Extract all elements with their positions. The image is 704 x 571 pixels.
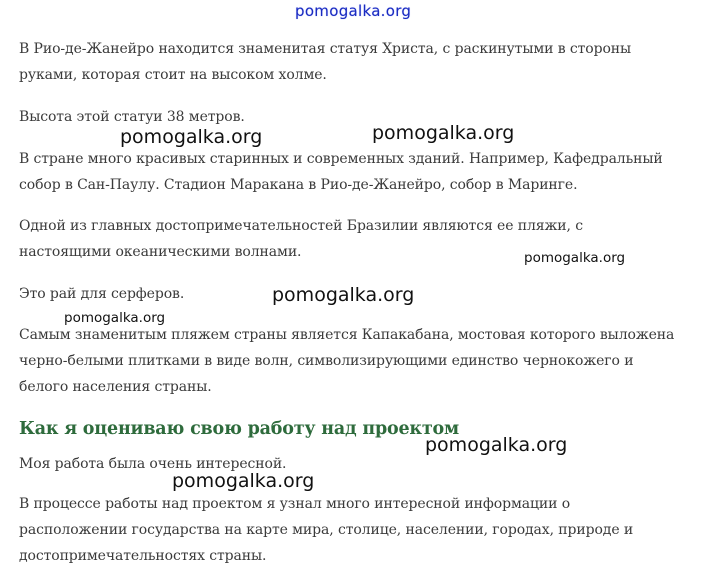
watermark-3: pomogalka.org: [524, 250, 626, 266]
paragraph-buildings: В стране много красивых старинных и современных зданий. Например, Кафедральный собор в Сан-Паулу. Стадион Маракана в Рио-де-Жанейро, собор в Маринге.: [19, 151, 663, 193]
watermark-6: pomogalka.org: [425, 434, 568, 456]
watermark-4: pomogalka.org: [272, 284, 415, 306]
paragraph-statue: В Рио-де-Жанейро находится знаменитая статуя Христа, с раскинутыми в стороны руками, которая стоит на высоком холме.: [19, 41, 632, 83]
watermark-5: pomogalka.org: [64, 310, 166, 326]
paragraph-statue-height: Высота этой статуи 38 метров.: [19, 109, 245, 125]
paragraph-copacabana: Самым знаменитым пляжем страны является Капакабана, мостовая которого выложена черно-белыми плитками в виде волн, символизирующими единство чернокожего и белого населения страны.: [19, 327, 675, 395]
watermark-2: pomogalka.org: [372, 122, 515, 144]
watermark-top: pomogalka.org: [295, 2, 412, 20]
paragraph-beaches: Одной из главных достопримечательностей Бразилии являются ее пляжи, с настоящими океаническими волнами.: [19, 218, 583, 260]
section-heading: Как я оцениваю свою работу над проектом: [19, 419, 459, 439]
paragraph-surfers: Это рай для серферов.: [19, 286, 185, 302]
paragraph-work-interesting: Моя работа была очень интересной.: [19, 456, 287, 472]
watermark-1: pomogalka.org: [120, 126, 263, 148]
watermark-7: pomogalka.org: [172, 470, 315, 492]
paragraph-work-summary: В процессе работы над проектом я узнал много интересной информации о расположении государства на карте мира, столице, населении, городах, природе и достопримечательностях страны.: [19, 496, 634, 564]
